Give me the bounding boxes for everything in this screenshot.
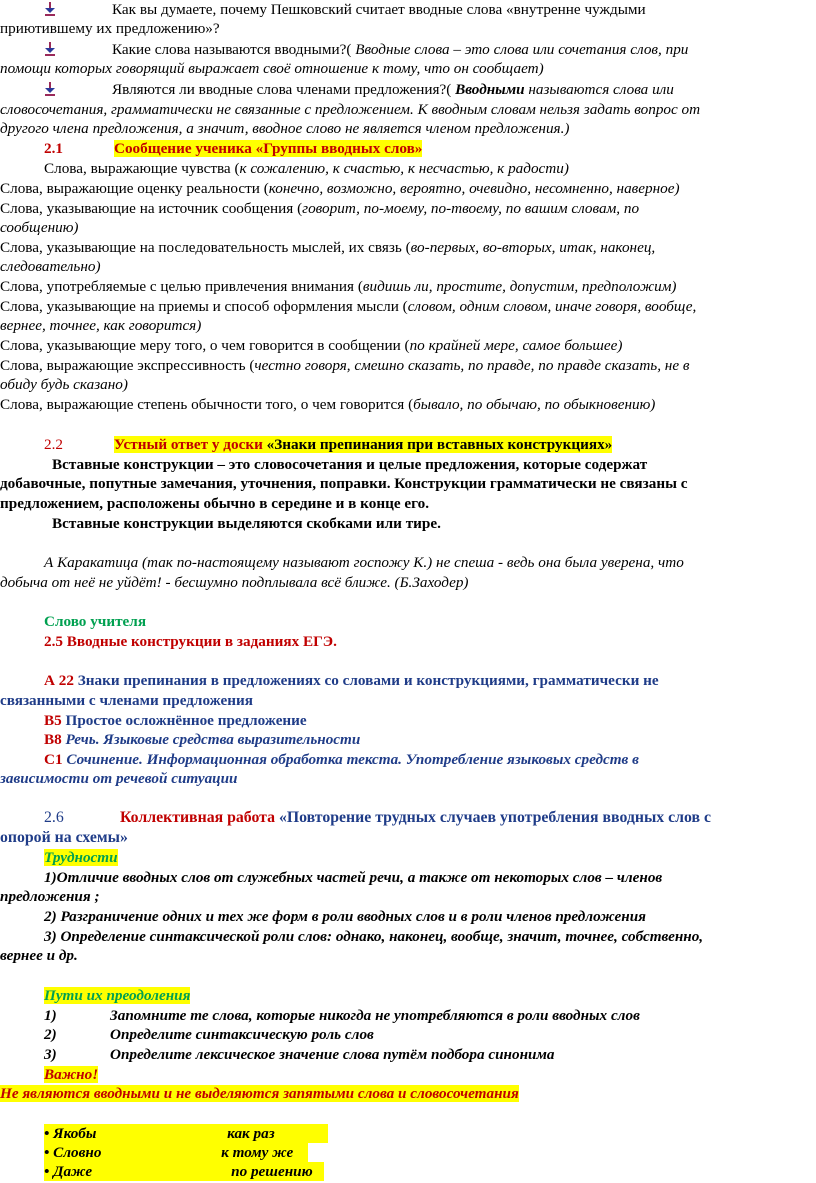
question-2-line-2: помощи которых говорящий выражает своё отношение к тому, что он сообщает) — [0, 60, 544, 77]
inserted-constructions-p2: добавочные, попутные замечания, уточнения, поправки. Конструкции грамматически не связаны с — [0, 475, 688, 492]
not-intro-line: Не являются вводными и не выделяются запятыми слова и словосочетания — [0, 1085, 519, 1102]
group-method: Слова, указывающие на приемы и способ оформления мысли (словом, одним словом, иначе говоря, вообще, — [0, 298, 697, 315]
way-1: 1) Запомните те слова, которые никогда не употребляются в роли вводных слов — [44, 1007, 640, 1024]
group-sequence: Слова, указывающие на последовательность мыслей, их связь (во-первых, во-вторых, итак, наконец, — [0, 239, 656, 256]
inserted-constructions-p1: Вставные конструкции – это словосочетания и целые предложения, которые содержат — [52, 456, 648, 473]
question-3-line-3: другого члена предложения, а значит, вводное слово не является членом предложения.) — [0, 120, 570, 137]
difficulty-1: 1)Отличие вводных слов от служебных частей речи, а также от некоторых слов – членов — [44, 869, 663, 886]
teacher-word: Слово учителя — [44, 613, 147, 630]
inserted-constructions-p4: Вставные конструкции выделяются скобками или тире. — [52, 515, 441, 532]
difficulty-3: 3) Определение синтаксической роли слов: однако, наконец, вообще, значит, точнее, собственно, — [44, 928, 704, 945]
difficulties-label: Трудности — [44, 849, 118, 866]
word-bullet-row-3: • Даже по решению — [0, 1162, 816, 1181]
arrow-bullet-icon — [44, 2, 56, 16]
group-attention: Слова, употребляемые с целью привлечения внимания (видишь ли, простите, допустим, предположим) — [0, 278, 677, 295]
arrow-bullet-icon — [44, 82, 56, 96]
ege-a22: А 22 Знаки препинания в предложениях со словами и конструкциями, грамматически не — [44, 672, 659, 689]
group-sequence-cont: следовательно) — [0, 258, 101, 275]
group-expressive: Слова, выражающие экспрессивность (честно говоря, смешно сказать, по правде, по правде сказать, не в — [0, 357, 690, 374]
ege-a22-cont: связанными с членами предложения — [0, 692, 253, 709]
question-3-line-2: словосочетания, грамматически не связанные с предложением. К вводным словам нельзя задать вопрос от — [0, 101, 701, 118]
section-2-2-heading: 2.2 Устный ответ у доски «Знаки препинания при вставных конструкциях» — [44, 436, 613, 453]
ege-b5: В5 Простое осложнённое предложение — [44, 712, 307, 729]
document-page: Как вы думаете, почему Пешковский считает вводные слова «внутренне чуждыми приютившему их предложению»? Какие слова называются вводными?( Вводные слова – это слова или сочетания слов, при помощи которых говорящий выражает своё отношение к тому, что он сообщает) Являются ли вводные слова членами предложения?( Вводными называются слова или словосочетания, грамматически не связанные с предложением. К вводным словам нельзя задать вопрос от другого члена предложения, а значит, вводное слово не является членом предложения.) 2.1 Сообщение ученика «Группы вводных слов» Слова, выражающие чувства (к сожалению, к счастью, к несчастью, к радости) Слова, выражающие оценку реальности (конечно, возможно, вероятно, очевидно, несомненно, наверное) Слова, указывающие на источник сообщения (говорит, по-моему, по-твоему, по вашим словам, по сообщению) Слова, указывающие на последовательность мыслей, их связь (во-первых, во-вторых, итак, наконец, следовательно) Слова, употребляемые с целью привлечения внимания (видишь ли, простите, допустим, предположим) Слова, указывающие на приемы и способ оформления мысли (словом, одним словом, иначе говоря, вообще, вернее, точнее, как говорится) Слова, указывающие меру того, о чем говорится в сообщении (по крайней мере, самое большее) Слова, выражающие экспрессивность (честно говоря, смешно сказать, по правде, по правде сказать, не в обиду будь сказано) Слова, выражающие степень обычности того, о чем говорится (бывало, по обычаю, по обыкновению) 2.2 Устный ответ у доски «Знаки препинания при вставных конструкциях» Вставные конструкции – это словосочетания и целые предложения, которые содержат добавочные, попутные замечания, уточнения, поправки. Конструкции грамматически не связаны с предложением, расположены обычно в середине и в конце его. Вставные конструкции выделяются скобками или тире. А Каракатица (так по-настоящему называют госпожу К.) не спеша - ведь она была уверена, что добыча от неё не уйдёт! - бесшумно подплывала всё ближе. (Б.Заходер) Слово учителя 2.5 Вводные конструкции в заданиях ЕГЭ. А 22 Знаки препинания в предложениях со словами и конструкциями, грамматически не связанными с членами предложения В5 Простое осложнённое предложение В8 Речь. Языковые средства выразительности С1 Сочинение. Информационная обработка текста. Употребление языковых средств в зависимости от речевой ситуации 2.6 Коллективная работа «Повторение трудных случаев употребления вводных слов с опорой на схемы» Трудности 1)Отличие вводных слов от служебных частей речи, а также от некоторых слов – членов предложения ; 2) Разграничение одних и тех же форм в роли вводных слов и в роли членов предложения 3) Определение синтаксической роли слов: однако, наконец, вообще, значит, точнее, собственно, вернее и др. Пути их преодоления 1) Запомните те слова, которые никогда не употребляются в роли вводных слов 2) Определите синтаксическую роль слов 3) Определите лексическое значение слова путём подбора синонима Важно! Не являются вводными и не выделяются запятыми слова и словосочетания • Якобы как раз • Словно к тому же • Даже по решению — [0, 0, 816, 1183]
way-2: 2) Определите синтаксическую роль слов — [44, 1026, 374, 1043]
inserted-constructions-p3: предложением, расположены обычно в середине и в конце его. — [0, 495, 430, 512]
ways-label: Пути их преодоления — [44, 987, 191, 1004]
difficulty-1-cont: предложения ; — [0, 888, 100, 905]
group-method-cont: вернее, точнее, как говорится) — [0, 317, 202, 334]
example-line-2: добыча от неё не уйдёт! - бесшумно подплывала всё ближе. (Б.Заходер) — [0, 574, 469, 591]
arrow-bullet-icon — [44, 42, 56, 56]
group-feelings: Слова, выражающие чувства (к сожалению, к счастью, к несчастью, к радости) — [44, 160, 569, 177]
way-3: 3) Определите лексическое значение слова путём подбора синонима — [44, 1046, 555, 1063]
group-expressive-cont: обиду будь сказано) — [0, 376, 128, 393]
word-bullet-row-1: • Якобы как раз — [0, 1124, 816, 1143]
ege-b8: В8 Речь. Языковые средства выразительности — [44, 731, 361, 748]
difficulty-3-cont: вернее и др. — [0, 947, 78, 964]
ege-c1-cont: зависимости от речевой ситуации — [0, 770, 238, 787]
section-2-1-heading: 2.1 Сообщение ученика «Группы вводных слов» — [44, 140, 423, 157]
group-reality-assessment: Слова, выражающие оценку реальности (конечно, возможно, вероятно, очевидно, несомненно, наверное) — [0, 180, 680, 197]
group-source: Слова, указывающие на источник сообщения (говорит, по-моему, по-твоему, по вашим словам, по — [0, 200, 640, 217]
group-measure: Слова, указывающие меру того, о чем говорится в сообщении (по крайней мере, самое большее) — [0, 337, 623, 354]
section-2-6-heading-cont: опорой на схемы» — [0, 829, 128, 846]
group-usualness: Слова, выражающие степень обычности того, о чем говорится (бывало, по обычаю, по обыкновению) — [0, 396, 656, 413]
section-2-6-heading: 2.6 Коллективная работа «Повторение трудных случаев употребления вводных слов с — [44, 809, 712, 826]
word-bullet-row-2: • Словно к тому же — [0, 1143, 816, 1162]
ege-c1: С1 Сочинение. Информационная обработка текста. Употребление языковых средств в — [44, 751, 639, 768]
group-source-cont: сообщению) — [0, 219, 79, 236]
example-line-1: А Каракатица (так по-настоящему называют госпожу К.) не спеша - ведь она была уверена, что — [44, 554, 684, 571]
section-2-5-heading: 2.5 Вводные конструкции в заданиях ЕГЭ. — [44, 633, 337, 650]
question-1-line-2: приютившему их предложению»? — [0, 20, 220, 37]
difficulty-2: 2) Разграничение одних и тех же форм в роли вводных слов и в роли членов предложения — [44, 908, 646, 925]
important-label: Важно! — [44, 1066, 99, 1083]
